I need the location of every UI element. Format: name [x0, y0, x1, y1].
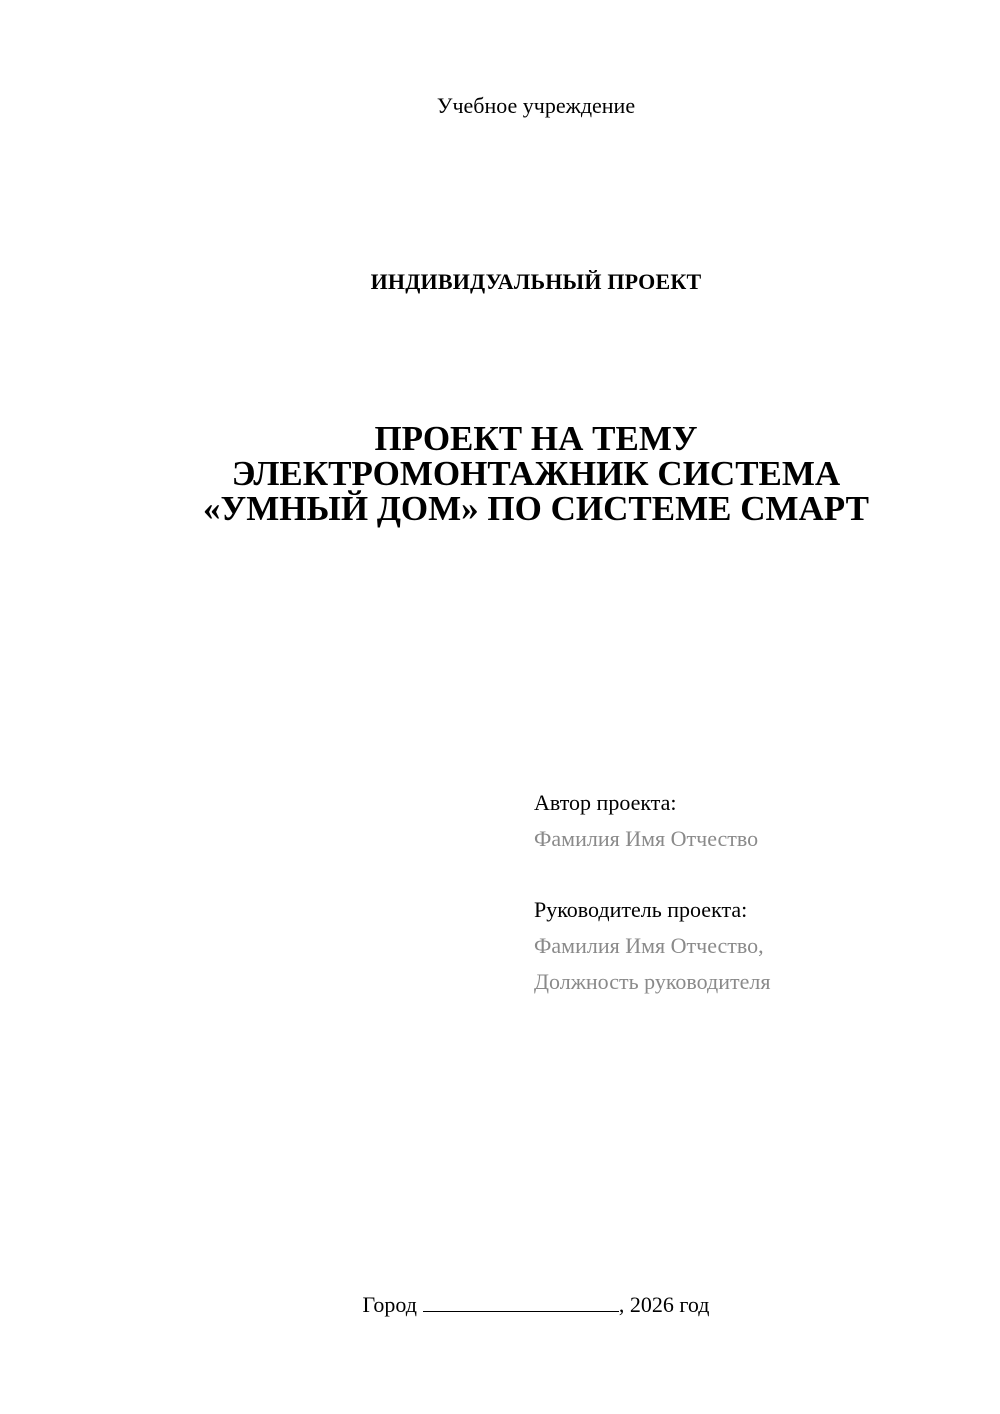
project-title-line: ЭЛЕКТРОМОНТАЖНИК СИСТЕМА [231, 454, 841, 493]
institution-name: Учебное учреждение [436, 93, 636, 118]
project-title-line: «УМНЫЙ ДОМ» ПО СИСТЕМЕ СМАРТ [203, 489, 869, 528]
supervisor-label: Руководитель проекта: [534, 897, 748, 922]
project-title-line: ПРОЕКТ НА ТЕМУ [374, 419, 698, 458]
footer-city-year [0, 1290, 1000, 1320]
author-label: Автор проекта: [534, 790, 677, 815]
author-name: Фамилия Имя Отчество [534, 826, 759, 851]
city-blank-line [423, 1291, 619, 1312]
document-type: ИНДИВИДУАЛЬНЫЙ ПРОЕКТ [370, 269, 702, 294]
supervisor-name: Фамилия Имя Отчество, [534, 933, 764, 958]
author-block [534, 785, 758, 857]
supervisor-position: Должность руководителя [534, 969, 771, 994]
project-title [0, 421, 1000, 526]
year-text: , 2026 год [618, 1292, 710, 1317]
supervisor-block [534, 892, 770, 1000]
city-label: Город [362, 1292, 417, 1317]
